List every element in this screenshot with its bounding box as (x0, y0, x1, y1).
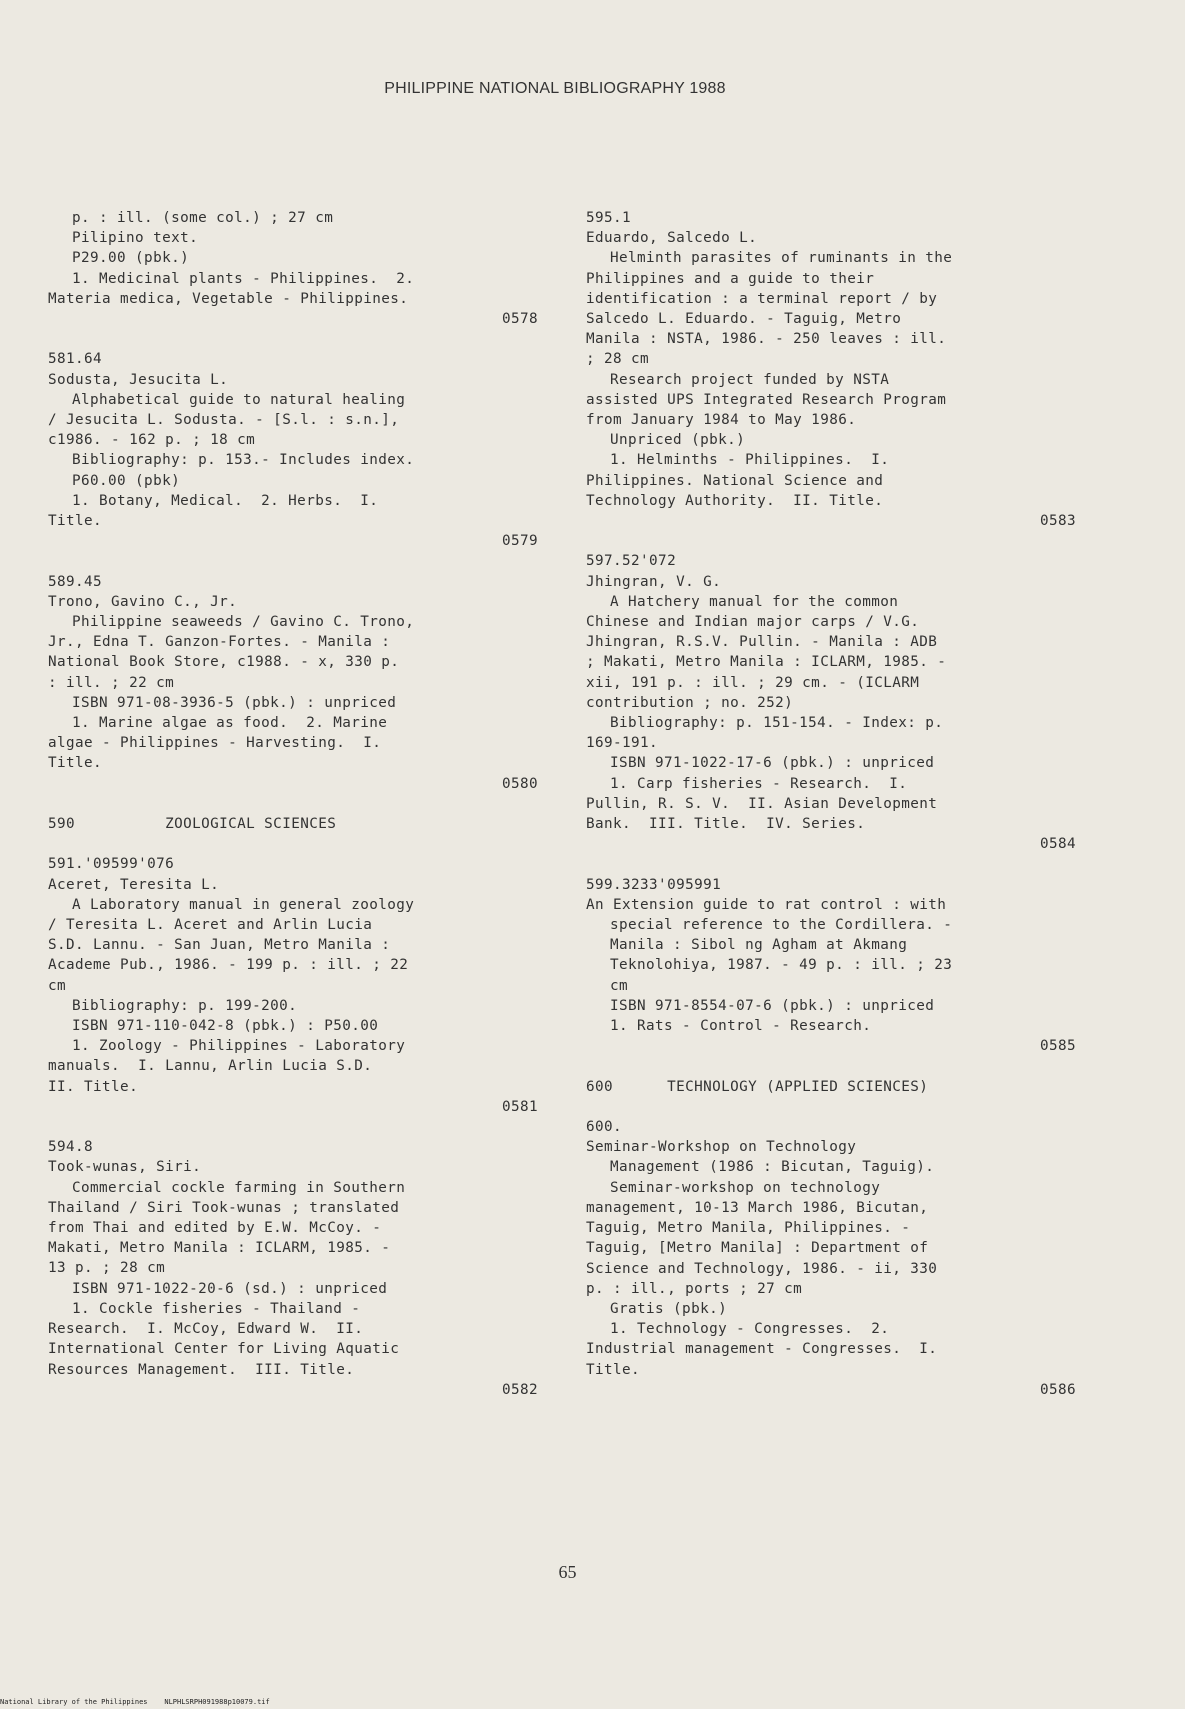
bibliography-entry (48, 1137, 538, 1400)
bibliography-entry (48, 814, 538, 834)
entry-line: Eduardo, Salcedo L. (586, 230, 758, 247)
entry-line: 13 p. ; 28 cm (48, 1260, 166, 1277)
entry-line: Materia medica, Vegetable - Philippines. (48, 290, 409, 307)
entry-line: from January 1984 to May 1986. (586, 412, 857, 429)
entry-line: Salcedo L. Eduardo. - Taguig, Metro (586, 311, 902, 328)
entry-spacer (586, 1057, 1076, 1077)
entry-line: National Book Store, c1988. - x, 330 p. (48, 654, 400, 671)
entry-line: S.D. Lannu. - San Juan, Metro Manila : (48, 937, 391, 954)
entry-line: Title. (586, 1361, 641, 1378)
entry-line: 1. Zoology - Philippines - Laboratory (72, 1038, 406, 1055)
entry-line: 1. Marine algae as food. 2. Marine (72, 715, 388, 732)
entry-spacer (48, 329, 538, 349)
entry-line: 1. Cockle fisheries - Thailand - (72, 1300, 361, 1317)
page-number: 65 (558, 1562, 577, 1582)
entry-line: 1. Helminths - Philippines. I. (610, 452, 890, 469)
entry-line: 1. Botany, Medical. 2. Herbs. I. (72, 492, 379, 509)
entry-number: 0582 (501, 1381, 538, 1398)
entry-line: Bibliography: p. 151-154. - Index: p. (610, 715, 944, 732)
entry-line: Took-wunas, Siri. (48, 1159, 202, 1176)
bibliography-entry (48, 572, 538, 794)
entry-line: Research project funded by NSTA (610, 371, 890, 388)
entry-line: Thailand / Siri Took-wunas ; translated (48, 1199, 400, 1216)
entry-line: cm (610, 977, 629, 994)
entry-line: A Laboratory manual in general zoology (72, 896, 415, 913)
footer-stamp: National Library of the Philippines NLPHLSRPH091988p10079.tif (0, 1698, 270, 1706)
entry-line: Manila : NSTA, 1986. - 250 leaves : ill. (586, 331, 947, 348)
entry-spacer (586, 1097, 1076, 1117)
entry-line: 169-191. (586, 735, 659, 752)
right-column (586, 208, 1076, 1400)
entry-line: special reference to the Cordillera. - (610, 917, 953, 934)
entry-line: Chinese and Indian major carps / V.G. (586, 614, 920, 631)
bibliography-entry (48, 854, 538, 1117)
entry-line: 594.8 (48, 1139, 94, 1156)
entry-line: Alphabetical guide to natural healing (72, 391, 406, 408)
entry-line: 600. (586, 1119, 623, 1136)
entry-line: P60.00 (pbk) (72, 472, 181, 489)
entry-line: assisted UPS Integrated Research Program (586, 391, 947, 408)
entry-spacer (48, 551, 538, 571)
entry-line: Philippine seaweeds / Gavino C. Trono, (72, 614, 415, 631)
entry-line: xii, 191 p. : ill. ; 29 cm. - (ICLARM (586, 674, 920, 691)
entry-line: 591.'09599'076 (48, 856, 175, 873)
entry-line: Trono, Gavino C., Jr. (48, 593, 238, 610)
entry-line: algae - Philippines - Harvesting. I. (48, 735, 382, 752)
entry-line: Title. (48, 513, 103, 530)
entry-line: 595.1 (586, 210, 632, 226)
entry-line: 597.52'072 (586, 553, 677, 570)
entry-line: II. Title. (48, 1078, 139, 1095)
bibliography-entry (586, 551, 1076, 854)
entry-line: Seminar-Workshop on Technology (586, 1139, 857, 1156)
entry-number: 0581 (501, 1098, 538, 1115)
entry-line: International Center for Living Aquatic (48, 1341, 400, 1358)
entry-line: ISBN 971-110-042-8 (pbk.) : P50.00 (72, 1018, 379, 1035)
entry-line: 590 ZOOLOGICAL SCIENCES (48, 816, 337, 833)
entry-line: Manila : Sibol ng Agham at Akmang (610, 937, 908, 954)
entry-number: 0579 (501, 533, 538, 550)
entry-line: 1. Carp fisheries - Research. I. (610, 775, 908, 792)
entry-line: / Teresita L. Aceret and Arlin Lucia (48, 917, 373, 934)
entry-line: : ill. ; 22 cm (48, 674, 175, 691)
entry-line: Makati, Metro Manila : ICLARM, 1985. - (48, 1240, 391, 1257)
entry-line: 1. Medicinal plants - Philippines. 2. (72, 270, 415, 287)
entry-line: Bibliography: p. 199-200. (72, 997, 298, 1014)
entry-spacer (48, 794, 538, 814)
entry-line: An Extension guide to rat control : with (586, 896, 947, 913)
entry-line: p. : ill. (some col.) ; 27 cm (72, 210, 334, 226)
entry-line: Unpriced (pbk.) (610, 432, 746, 449)
bibliography-entry (48, 349, 538, 551)
entry-line: ISBN 971-8554-07-6 (pbk.) : unpriced (610, 997, 935, 1014)
entry-line: 1. Technology - Congresses. 2. (610, 1321, 890, 1338)
entry-line: manuals. I. Lannu, Arlin Lucia S.D. (48, 1058, 373, 1075)
entry-line: Jhingran, R.S.V. Pullin. - Manila : ADB (586, 634, 938, 651)
entry-line: Helminth parasites of ruminants in the (610, 250, 953, 267)
entry-spacer (48, 834, 538, 854)
entry-line: Philippines and a guide to their (586, 270, 875, 287)
bibliography-entry (586, 208, 1076, 531)
entry-line: from Thai and edited by E.W. McCoy. - (48, 1220, 382, 1237)
entry-line: Academe Pub., 1986. - 199 p. : ill. ; 22 (48, 957, 409, 974)
entry-line: Aceret, Teresita L. (48, 876, 220, 893)
bibliography-entry (586, 1077, 1076, 1097)
entry-number: 0584 (1039, 836, 1076, 853)
page-header: PHILIPPINE NATIONAL BIBLIOGRAPHY 1988 (384, 80, 726, 97)
entry-line: Bank. III. Title. IV. Series. (586, 816, 866, 833)
entry-line: Sodusta, Jesucita L. (48, 371, 229, 388)
entry-line: 581.64 (48, 351, 103, 368)
entry-line: Gratis (pbk.) (610, 1300, 728, 1317)
entry-line: ; 28 cm (586, 351, 650, 368)
entry-line: Pilipino text. (72, 230, 199, 247)
bibliography-entry (48, 208, 538, 329)
entry-line: Taguig, [Metro Manila] : Department of (586, 1240, 929, 1257)
entry-line: / Jesucita L. Sodusta. - [S.l. : s.n.], (48, 412, 400, 429)
entry-line: Industrial management - Congresses. I. (586, 1341, 938, 1358)
entry-line: identification : a terminal report / by (586, 290, 938, 307)
entry-number: 0578 (501, 311, 538, 328)
entry-line: Technology Authority. II. Title. (586, 492, 884, 509)
entry-spacer (586, 531, 1076, 551)
entry-number: 0583 (1039, 513, 1076, 530)
entry-line: Resources Management. III. Title. (48, 1361, 355, 1378)
entry-line: ISBN 971-1022-20-6 (sd.) : unpriced (72, 1280, 388, 1297)
entry-line: Jr., Edna T. Ganzon-Fortes. - Manila : (48, 634, 391, 651)
entry-line: c1986. - 162 p. ; 18 cm (48, 432, 256, 449)
entry-line: 1. Rats - Control - Research. (610, 1018, 872, 1035)
entry-number: 0580 (501, 775, 538, 792)
entry-line: Science and Technology, 1986. - ii, 330 (586, 1260, 938, 1277)
entry-line: Management (1986 : Bicutan, Taguig). (610, 1159, 935, 1176)
entry-line: 589.45 (48, 573, 103, 590)
entry-line: Taguig, Metro Manila, Philippines. - (586, 1220, 911, 1237)
entry-line: Research. I. McCoy, Edward W. II. (48, 1321, 364, 1338)
entry-line: management, 10-13 March 1986, Bicutan, (586, 1199, 929, 1216)
entry-line: Title. (48, 755, 103, 772)
bibliography-entry (586, 1117, 1076, 1400)
entry-line: p. : ill., ports ; 27 cm (586, 1280, 803, 1297)
bibliography-entry (586, 875, 1076, 1057)
entry-line: Philippines. National Science and (586, 472, 884, 489)
entry-line: ISBN 971-08-3936-5 (pbk.) : unpriced (72, 694, 397, 711)
entry-number: 0585 (1039, 1038, 1076, 1055)
entry-line: Seminar-workshop on technology (610, 1179, 881, 1196)
entry-line: Bibliography: p. 153.- Includes index. (72, 452, 415, 469)
entry-spacer (48, 1117, 538, 1137)
entry-line: Teknolohiya, 1987. - 49 p. : ill. ; 23 (610, 957, 953, 974)
entry-line: ISBN 971-1022-17-6 (pbk.) : unpriced (610, 755, 935, 772)
entry-line: P29.00 (pbk.) (72, 250, 190, 267)
entry-line: ; Makati, Metro Manila : ICLARM, 1985. - (586, 654, 947, 671)
entry-line: 600 TECHNOLOGY (APPLIED SCIENCES) (586, 1078, 929, 1095)
entry-line: A Hatchery manual for the common (610, 593, 899, 610)
entry-line: cm (48, 977, 67, 994)
entry-line: Pullin, R. S. V. II. Asian Development (586, 795, 938, 812)
entry-line: Jhingran, V. G. (586, 573, 722, 590)
left-column (48, 208, 538, 1400)
entry-number: 0586 (1039, 1381, 1076, 1398)
entry-line: Commercial cockle farming in Southern (72, 1179, 406, 1196)
entry-line: 599.3233'095991 (586, 876, 722, 893)
entry-spacer (586, 854, 1076, 874)
entry-line: contribution ; no. 252) (586, 694, 794, 711)
